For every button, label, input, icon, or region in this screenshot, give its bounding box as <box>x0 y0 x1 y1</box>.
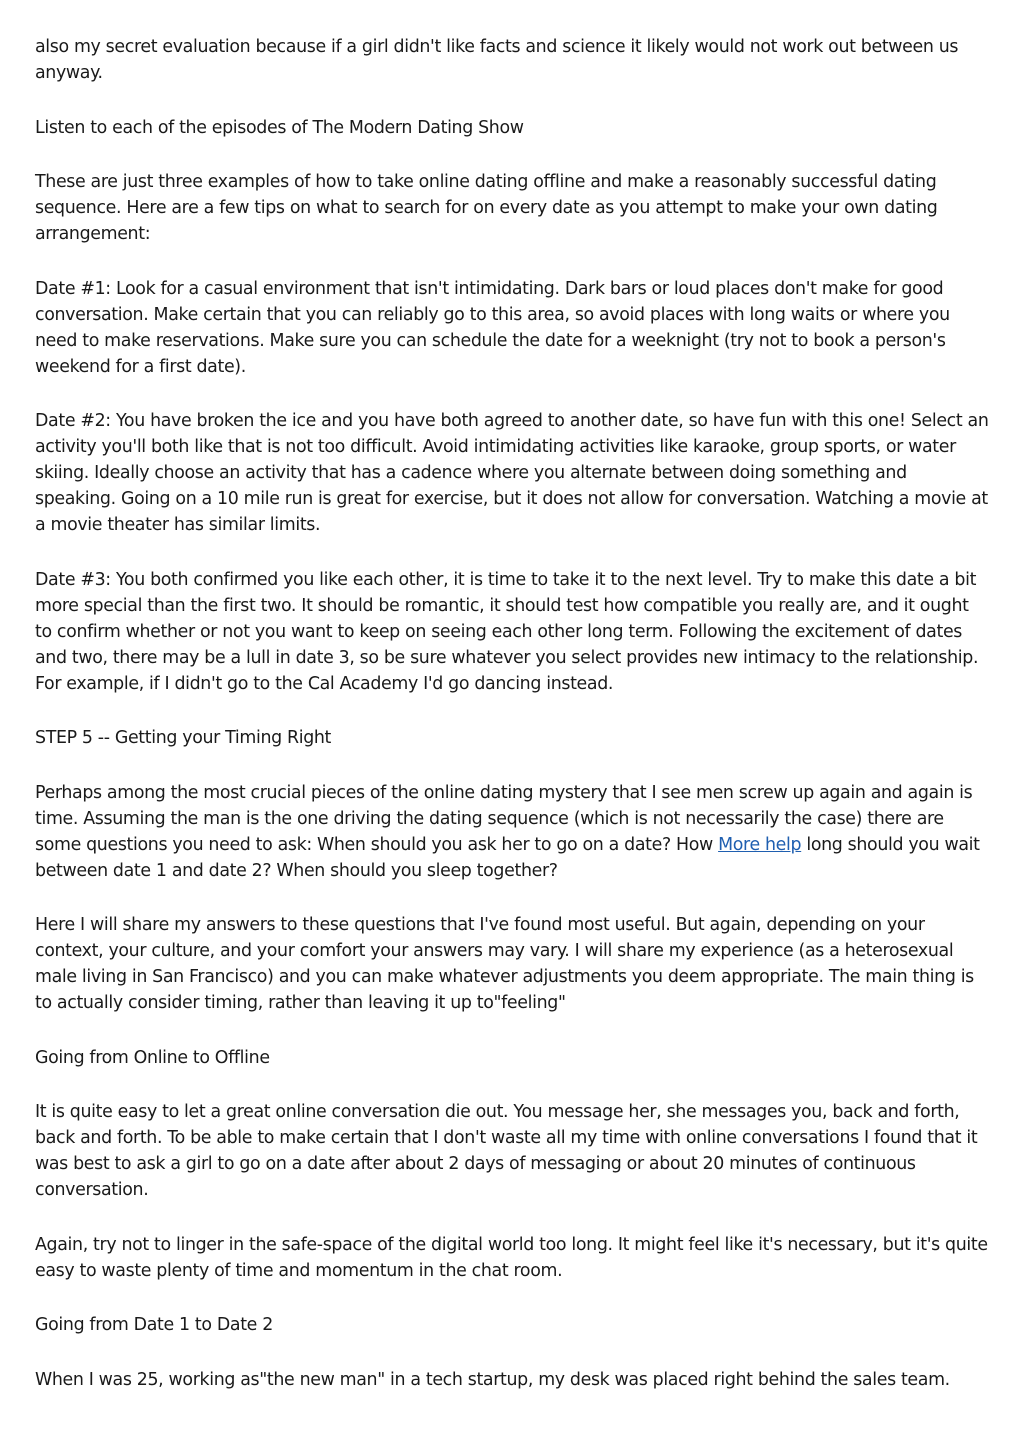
paragraph-three-examples: These are just three examples of how to take online dating offline and make a reasonably successful dating sequence. Here are a few tips on what to search for on every date as you attempt to make your own dating arrangement: <box>35 172 938 244</box>
paragraph-date-2: Date #2: You have broken the ice and you have both agreed to another date, so have fun with this one! Select an activity you'll both like that is not too difficult. Avoid intimidating activities like karaoke, group sports, or water skiing. Ideally choose an activity that has a cadence where you alternate between doing something and speaking. Going on a 10 mile run is great for exercise, but it does not allow for conversation. Watching a movie at a movie theater has similar limits. <box>35 411 989 535</box>
document-body <box>35 34 990 1421</box>
paragraph-listen-episodes: Listen to each of the episodes of The Modern Dating Show <box>35 117 524 138</box>
paragraph-answers: Here I will share my answers to these questions that I've found most useful. But again, depending on your context, your culture, and your comfort your answers may vary. I will share my experience (as a heterosexual male living in San Francisco) and you can make whatever adjustments you deem appropriate. The main thing is to actually consider timing, rather than leaving it up to"feeling" <box>35 915 974 1013</box>
paragraph-date-3: Date #3: You both confirmed you like each other, it is time to take it to the next level. Try to make this date a bit more special than the first two. It should be romantic, it should test how compatible you really are, and it ought to confirm whether or not you want to keep on seeing each other long term. Following the excitement of dates and two, there may be a lull in date 3, so be sure whatever you select provides new intimacy to the relationship. For example, if I didn't go to the Cal Academy I'd go dancing instead. <box>35 569 979 694</box>
timing-text-before: Perhaps among the most crucial pieces of the online dating mystery that I see men screw up again and again is time. Assuming the man is the one driving the dating sequence (which is not necessarily the case) there are some questions you need to ask: When should you ask her to go on a date? How <box>35 782 973 855</box>
paragraph-date-1: Date #1: Look for a casual environment that isn't intimidating. Dark bars or loud places don't make for good conversation. Make certain that you can reliably go to this area, so avoid places with long waits or where you need to make reservations. Make sure you can schedule the date for a weeknight (try not to book a person's weekend for a first date). <box>35 278 950 377</box>
heading-online-to-offline: Going from Online to Offline <box>35 1047 270 1068</box>
paragraph-online-conversation: It is quite easy to let a great online conversation die out. You message her, she messages you, back and forth, back and forth. To be able to make certain that I don't waste all my time with online conversations I found that it was best to ask a girl to go on a date after about 2 days of messaging or about 20 minutes of continuous conversation. <box>35 1102 978 1200</box>
paragraph-evaluation: also my secret evaluation because if a girl didn't like facts and science it likely would not work out between us anyway. <box>35 37 959 83</box>
more-help-link[interactable]: More help <box>718 834 802 855</box>
paragraph-timing <box>35 780 990 884</box>
heading-date-1-to-date-2: Going from Date 1 to Date 2 <box>35 1315 273 1335</box>
paragraph-tech-startup: When I was 25, working as"the new man" in a tech startup, my desk was placed right behind the sales team. <box>35 1369 950 1390</box>
timing-text-after: long should you wait between date 1 and date 2? When should you sleep together? <box>35 834 980 881</box>
paragraph-safe-space: Again, try not to linger in the safe-space of the digital world too long. It might feel like it's necessary, but it's quite easy to waste plenty of time and momentum in the chat room. <box>35 1234 988 1281</box>
heading-step-5: STEP 5 -- Getting your Timing Right <box>35 728 332 748</box>
